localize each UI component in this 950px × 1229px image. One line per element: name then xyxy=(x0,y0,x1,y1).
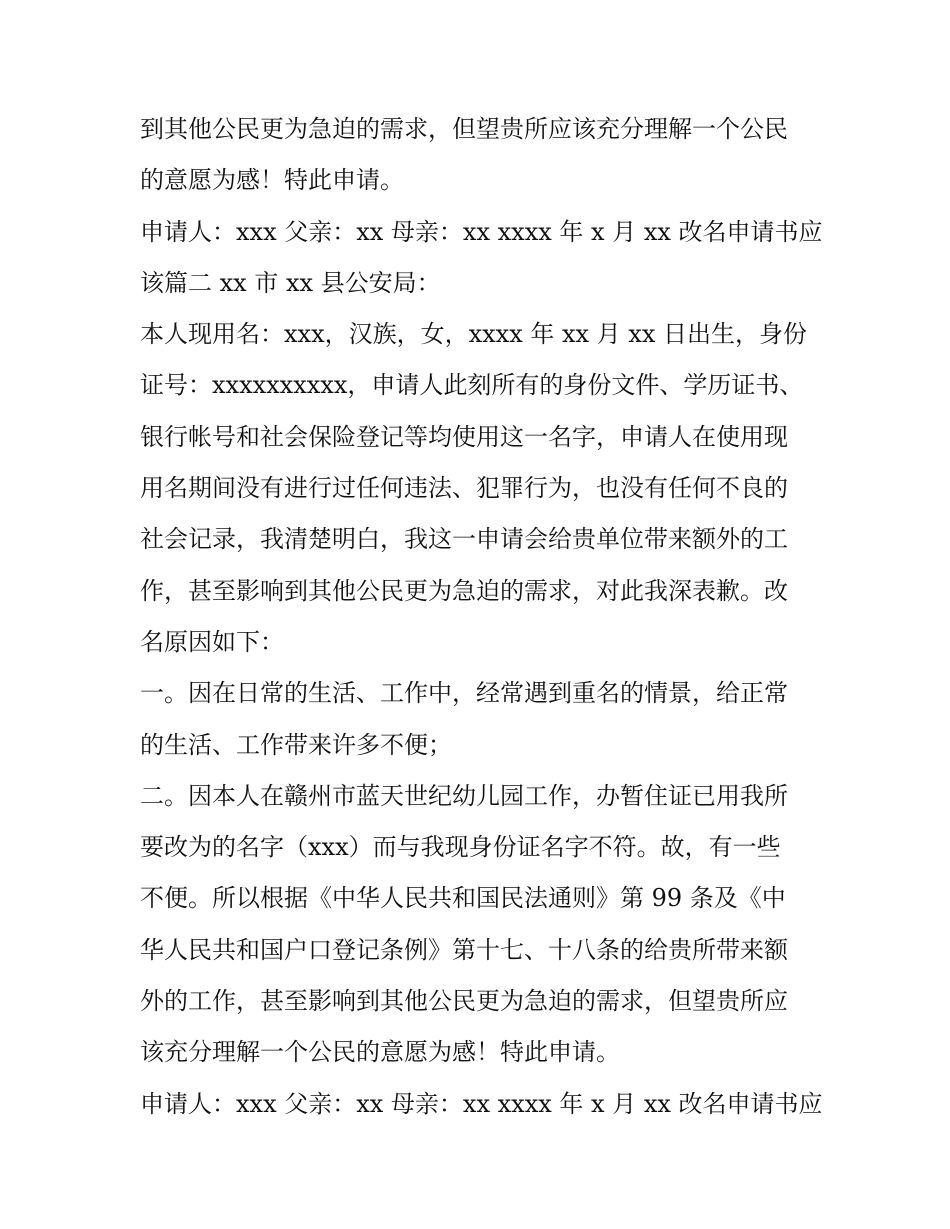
text-line: 作，甚至影响到其他公民更为急迫的需求，对此我深表歉。改 xyxy=(140,576,788,605)
text-line: 银行帐号和社会保险登记等均使用这一名字，申请人在使用现 xyxy=(140,422,788,451)
text-line: 申请人：xxx 父亲：xx 母亲：xx xxxx 年 x 月 xx 改名申请书应 xyxy=(140,1089,823,1118)
text-line: 二。因本人在赣州市蓝天世纪幼儿园工作，办暂住证已用我所 xyxy=(140,781,788,810)
text-line: 证号：xxxxxxxxxx，申请人此刻所有的身份文件、学历证书、 xyxy=(140,371,804,400)
document-body xyxy=(140,104,823,1130)
text-line: 用名期间没有进行过任何违法、犯罪行为，也没有任何不良的 xyxy=(140,474,788,503)
text-line: 到其他公民更为急迫的需求，但望贵所应该充分理解一个公民 xyxy=(140,115,788,143)
text-line: 的生活、工作带来许多不便； xyxy=(140,730,452,759)
text-line: 社会记录，我清楚明白，我这一申请会给贵单位带来额外的工 xyxy=(140,525,788,554)
text-line: 该篇二 xx 市 xx 县公安局： xyxy=(140,268,441,297)
text-line: 一。因在日常的生活、工作中，经常遇到重名的情景，给正常 xyxy=(140,679,788,708)
text-line: 的意愿为感！特此申请。 xyxy=(140,166,404,195)
text-line: 华人民共和国户口登记条例》第十七、十八条的给贵所带来额 xyxy=(140,935,788,964)
text-line: 不便。所以根据《中华人民共和国民法通则》第 99 条及《中 xyxy=(140,884,786,913)
text-line: 外的工作，甚至影响到其他公民更为急迫的需求，但望贵所应 xyxy=(140,987,788,1016)
text-line: 名原因如下： xyxy=(140,627,284,656)
text-line: 申请人：xxx 父亲：xx 母亲：xx xxxx 年 x 月 xx 改名申请书应 xyxy=(140,217,823,246)
text-line: 要改为的名字（xxx）而与我现身份证名字不符。故，有一些 xyxy=(140,833,781,862)
text-line: 该充分理解一个公民的意愿为感！特此申请。 xyxy=(140,1038,620,1067)
text-line: 本人现用名：xxx，汉族，女，xxxx 年 xx 月 xx 日出生，身份 xyxy=(140,320,808,349)
